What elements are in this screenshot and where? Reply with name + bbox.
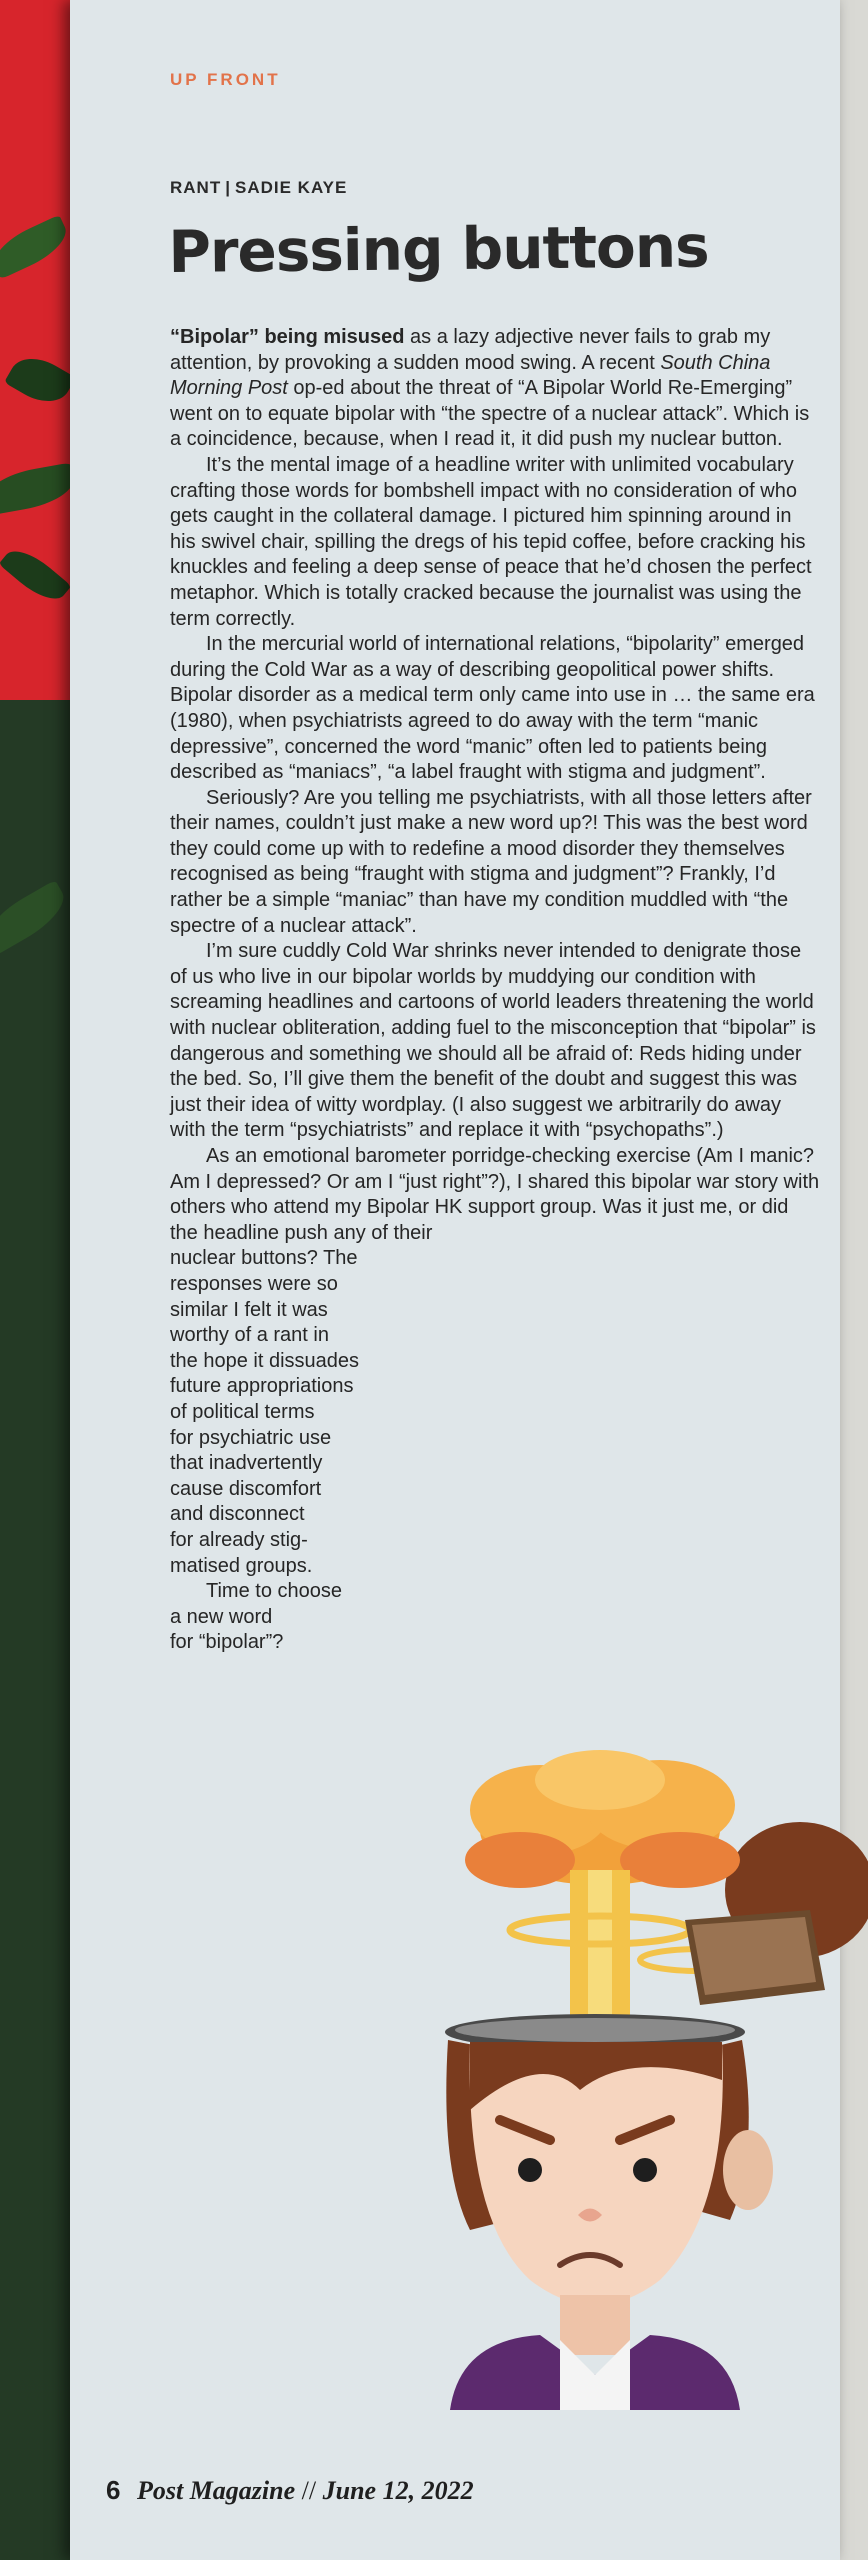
byline	[170, 178, 347, 198]
text-line: matised groups.	[170, 1554, 313, 1577]
footer-separator: //	[301, 2476, 317, 2505]
text-line: Time to choose	[206, 1580, 342, 1603]
paragraph: I’m sure cuddly Cold War shrinks never intended to denigrate those of us who live in our bipolar worlds by muddying our condition with screaming headlines and cartoons of world leaders threatening the world with nuclear obliteration, adding fuel to the misconception that “bipolar” is dangerous and something we should all be afraid of: Reds hiding under the bed. So, I’ll give them the benefit of the doubt and suggest this was just their idea of witty wordplay. (I also suggest we arbitrarily do away with the term “psychiatrists” and replace it with “psychopaths”.)	[170, 940, 816, 1142]
text-line: a new word	[170, 1605, 273, 1628]
paragraph	[170, 325, 820, 453]
paragraph: As an emotional barometer porridge-checking exercise (Am I manic? Am I depressed? Or am I “just right”?), I shared this bipolar war story with others who attend my Bipolar HK support group. Was it just me, or did the headline push any of their	[170, 1145, 820, 1244]
head-lid-inner	[692, 1917, 816, 1995]
text-line: for psychiatric use	[170, 1426, 332, 1449]
ear	[723, 2130, 773, 2210]
section-label: UP FRONT	[170, 70, 281, 89]
text-line: the hope it dissuades	[170, 1349, 360, 1372]
publication-name: South China Morning Post	[170, 351, 771, 400]
text-line: of political terms	[170, 1400, 315, 1423]
text-line: responses were so	[170, 1272, 338, 1295]
page-number: 6	[106, 2475, 121, 2505]
text-line: future appropriations	[170, 1375, 354, 1398]
neck	[560, 2295, 630, 2355]
text-line: cause discomfort	[170, 1477, 322, 1500]
byline-kind: RANT	[170, 178, 222, 197]
text-line: and disconnect	[170, 1503, 305, 1526]
paragraph: Seriously? Are you telling me psychiatrists, with all those letters after their names, couldn’t just make a new word up?! This was the best word they could come up with to redefine a mood disorder they themselves recognised as being “fraught with stigma and judgment”? Frankly, I’d rather be a simple “maniac” than have my condition muddled with “the spectre of a nuclear attack”.	[170, 786, 812, 937]
left-eye	[518, 2158, 542, 2182]
byline-author: SADIE KAYE	[234, 178, 348, 197]
head-rim-inner	[455, 2018, 735, 2042]
lead-in: “Bipolar” being misused	[170, 326, 405, 348]
magazine-page	[70, 0, 840, 2560]
page-footer	[106, 2475, 474, 2506]
text-line: similar I felt it was	[170, 1298, 328, 1321]
paragraph-text: op-ed about the threat of “A Bipolar World Re-Emerging” went on to equate bipolar with “the spectre of a nuclear attack”. Which is a coincidence, because, when I read it, it did push my nuclear button.	[170, 377, 810, 451]
text-line: worthy of a rant in	[170, 1324, 329, 1347]
byline-separator: |	[225, 178, 231, 197]
text-line: for “bipolar”?	[170, 1631, 284, 1654]
issue-date: June 12, 2022	[322, 2476, 474, 2505]
right-eye	[633, 2158, 657, 2182]
paragraph: It’s the mental image of a headline writer with unlimited vocabulary crafting those words for bombshell impact with no consideration of who gets caught in the collateral damage. I pictured him spinning around in his swivel chair, spilling the dregs of his tepid coffee, before cracking his knuckles and feeling a deep sense of peace that he’d chosen the perfect metaphor. Which is totally cracked because the journalist was using the term correctly.	[170, 453, 812, 630]
woman-head-nuclear-explosion-icon	[430, 1750, 868, 2410]
narrow-column	[170, 1246, 460, 1656]
text-line: nuclear buttons? The	[170, 1247, 358, 1270]
article-body	[170, 325, 820, 1656]
magazine-name: Post Magazine	[136, 2476, 296, 2505]
paragraph-text: as a lazy adjective never fails to grab my attention, by provoking a sudden mood swing. A recent	[170, 326, 771, 374]
paragraph: In the mercurial world of international relations, “bipolarity” emerged during the Cold War as a way of describing geopolitical power shifts. Bipolar disorder as a medical term only came into use in … the same era (1980), when psychiatrists agreed to do away with the term “manic depressive”, concerned the word “manic” often led to patients being described as “maniacs”, “a label fraught with stigma and judgment”.	[170, 633, 815, 784]
article-title: Pressing buttons	[168, 212, 709, 286]
text-line: that inadvertently	[170, 1452, 323, 1475]
text-line: for already stig-	[170, 1528, 308, 1551]
